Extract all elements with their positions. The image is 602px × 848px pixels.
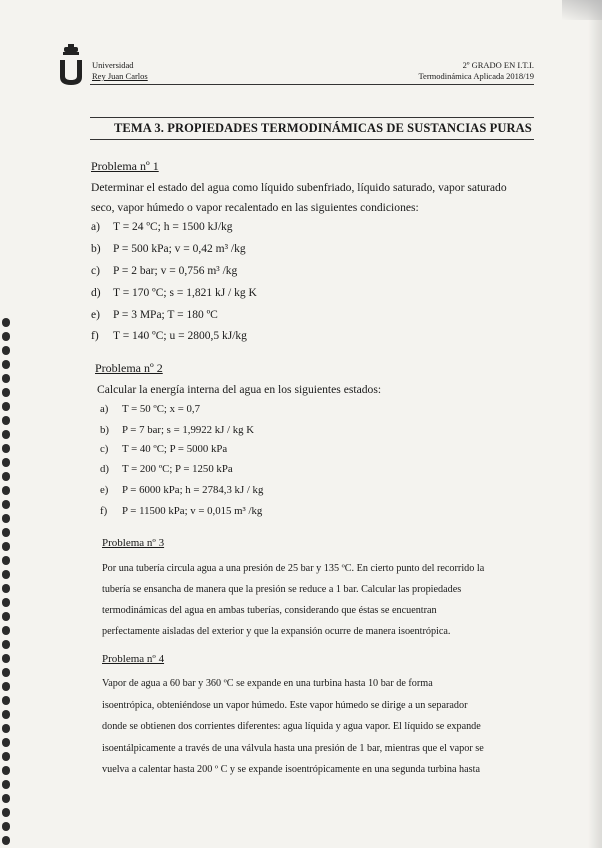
list-item: d) T = 170 ºC; s = 1,821 kJ / kg K: [91, 287, 257, 299]
problem-4-statement: [102, 673, 532, 781]
title-rule-top: [90, 117, 534, 118]
list-item: f) T = 140 ºC; u = 2800,5 kJ/kg: [91, 330, 247, 342]
problem-4-line-5: vuelva a calentar hasta 200 º C y se expande isoentrópicamente en una segunda turbina hasta: [102, 764, 480, 775]
university-logo-icon: [58, 44, 84, 86]
problem-3-statement: [102, 558, 534, 642]
list-item: d) T = 200 ºC; P = 1250 kPa: [100, 463, 233, 475]
course-grade: 2º GRADO EN I.T.I.: [462, 60, 534, 70]
problem-3-line-2: tubería se ensancha de manera que la presión se reduce a 1 bar. Calcular las propiedades: [102, 584, 462, 595]
list-item: c) P = 2 bar; v = 0,756 m³ /kg: [91, 265, 238, 277]
header-rule: [90, 84, 534, 85]
problem-4-line-3: donde se obtienen dos corrientes diferentes: agua líquida y agua vapor. El líquido se expande: [102, 721, 481, 732]
problem-3-title: Problema nº 3: [102, 537, 165, 549]
list-item: b) P = 7 bar; s = 1,9922 kJ / kg K: [100, 424, 255, 436]
list-item: f) P = 11500 kPa; v = 0,015 m³ /kg: [100, 505, 263, 517]
problem-2-title: Problema nº 2: [95, 361, 163, 375]
problem-2-statement: [97, 380, 537, 400]
tema-title: TEMA 3. PROPIEDADES TERMODINÁMICAS DE SUSTANCIAS PURAS: [114, 121, 532, 135]
page-edge-shadow: [588, 0, 602, 848]
problem-3-line-4: perfectamente aisladas del exterior y que la expansión ocurre de manera isoentrópica.: [102, 626, 451, 637]
list-item: b) P = 500 kPa; v = 0,42 m³ /kg: [91, 243, 246, 255]
problem-4-line-2: isoentrópica, obteniéndose un vapor húmedo. Este vapor húmedo se dirige a un separador: [102, 699, 468, 711]
problem-1-line-1: Determinar el estado del agua como líquido subenfriado, líquido saturado, vapor saturado: [91, 181, 507, 194]
list-item: e) P = 3 MPa; T = 180 ºC: [91, 309, 218, 321]
problem-4-line-1: Vapor de agua a 60 bar y 360 ºC se expande en una turbina hasta 10 bar de forma: [102, 678, 433, 689]
problem-4-title: Problema nº 4: [102, 653, 165, 665]
problem-1-title: Problema nº 1: [91, 159, 159, 173]
problem-3-line-3: termodinámicas del agua en ambas tuberías, considerando que éstas se encuentran: [102, 605, 437, 616]
problem-3-line-1: Por una tubería circula agua a una presión de 25 bar y 135 ºC. En cierto punto del recorrido la: [102, 563, 485, 574]
page-corner-fold: [562, 0, 602, 20]
list-item: c) T = 40 ºC; P = 5000 kPa: [100, 443, 228, 455]
list-item: a) T = 24 ºC; h = 1500 kJ/kg: [91, 221, 233, 233]
university-line-2: Rey Juan Carlos: [92, 71, 148, 81]
title-rule-bottom: [90, 139, 534, 140]
problem-2-line-1: Calcular la energía interna del agua en los siguientes estados:: [97, 383, 382, 396]
problem-4-line-4: isoentálpicamente a través de una válvula hasta una presión de 1 bar, mientras que el vapor se: [102, 742, 484, 754]
course-info: [418, 60, 534, 82]
problem-1-statement: [91, 178, 535, 218]
university-name: [92, 60, 148, 82]
binding-holes: [0, 318, 14, 848]
list-item: a) T = 50 ºC; x = 0,7: [100, 403, 201, 415]
problem-1-line-2: seco, vapor húmedo o vapor recalentado en las siguientes condiciones:: [91, 201, 419, 214]
university-line-1: Universidad: [92, 60, 134, 70]
list-item: e) P = 6000 kPa; h = 2784,3 kJ / kg: [100, 484, 264, 496]
course-subject: Termodinámica Aplicada 2018/19: [418, 71, 534, 81]
